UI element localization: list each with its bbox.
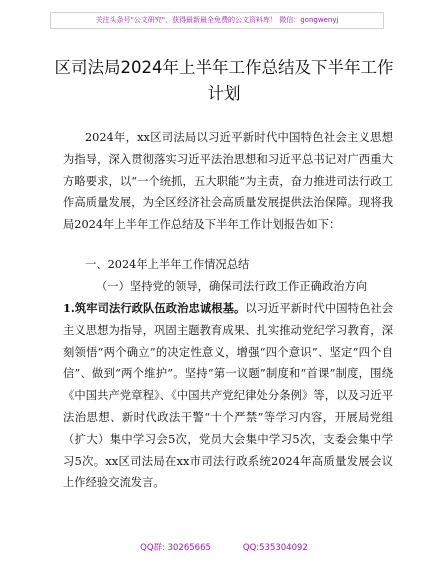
title-line-1: 区司法局2024年上半年工作总结及下半年工作 (54, 58, 394, 77)
item-1-body: 以习近平新时代中国特色社会主义思想为指导，巩固主题教育成果、扎实推动党纪学习教育，深刻领悟“两个确立”的决定性意义，增强“四个意识”、坚定“四个自信”、做到“两个维护”。坚持“第一议题”制度和“首课”制度，围绕《中国共产党章程》、《中国共产党纪律处分条例》等，以及习近平法治思想、新时代政法干警“十个严禁”等学习内容，开展局党组（扩大）集中学习会5次，党员大会集中学习5次，支委会集中学习5次。xx区司法局在xx市司法行政系统2024年高质量发展会议上作经验交流发言。 (63, 302, 393, 490)
intro-paragraph: 2024年，xx区司法局以习近平新时代中国特色社会主义思想为指导，深入贯彻落实习近平法治思想和习近平总书记对广西重大方略要求，以“一个统抓，五大职能”为主责，奋力推进司法行政工作高质量发展，为全区经济社会高质量发展提供法治保障。现将我局2024年上半年工作总结及下半年工作计划报告如下： (63, 131, 393, 232)
header-banner: 关注头条号"公文研究"，获得最新最全免费的公文资料库！ 微信：gongwenyj (50, 12, 384, 29)
item-1-paragraph (63, 298, 393, 494)
section-heading: 一、2024年上半年工作情况总结 (85, 258, 250, 271)
item-1-lead: 1.筑牢司法行政队伍政治忠诚根基。 (63, 301, 246, 315)
document-title (40, 55, 408, 107)
title-line-2: 计划 (207, 84, 241, 103)
footer-contact (0, 541, 448, 553)
footer-qq-group: QQ群: 30265665 (140, 543, 211, 553)
subsection-heading: （一）坚持党的领导，确保司法行政工作正确政治方向 (96, 280, 368, 293)
footer-qq: QQ:535304092 (242, 543, 308, 553)
